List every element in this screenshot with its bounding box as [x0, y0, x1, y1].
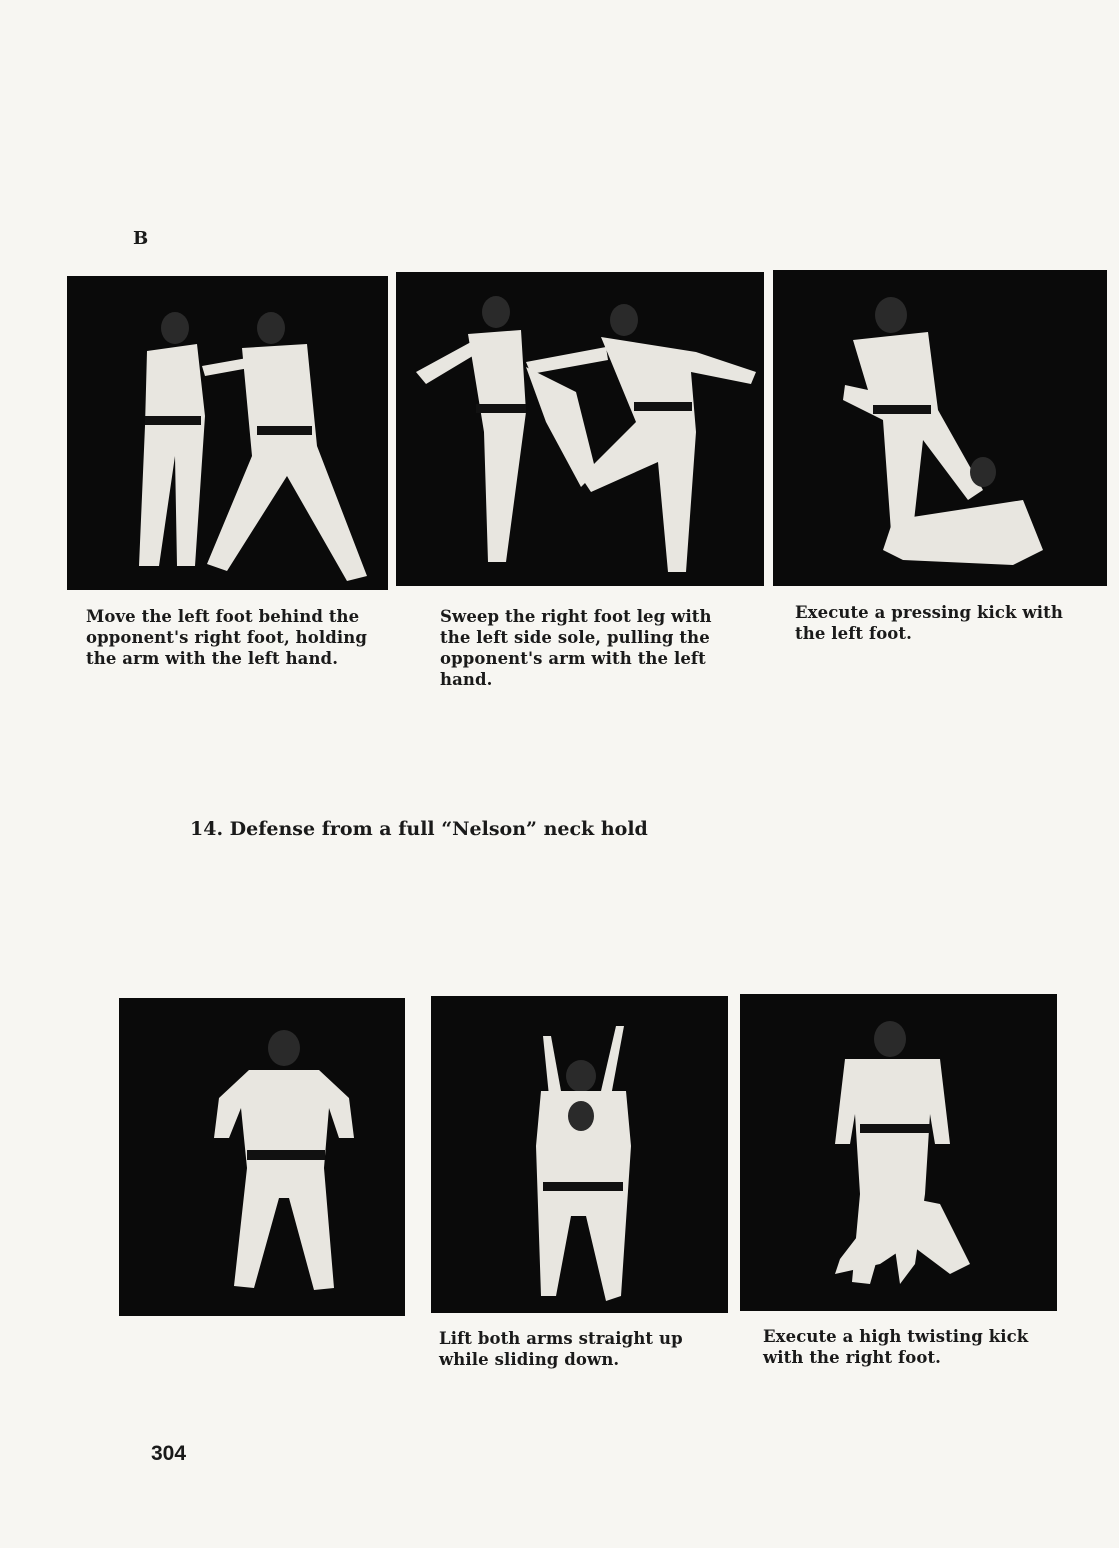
photo-4-nelson-hold — [119, 998, 405, 1316]
caption-move-left-foot: Move the left foot behind the opponent's right foot, holding the arm with the left hand. — [86, 607, 367, 668]
caption-lift-both-arms: Lift both arms straight up while sliding down. — [439, 1329, 683, 1369]
page-number: 304 — [151, 1442, 187, 1465]
caption-high-twisting-kick: Execute a high twisting kick with the right foot. — [763, 1327, 1029, 1367]
photo-2-sweep — [396, 272, 764, 586]
section-heading: 14. Defense from a full “Nelson” neck hold — [190, 818, 648, 840]
photo-5-lift-arms — [431, 996, 728, 1313]
photo-6-twisting-kick — [740, 994, 1057, 1311]
section-label: B — [133, 228, 149, 249]
photo-1-foot-behind — [67, 276, 388, 590]
photo-3-pressing-kick — [773, 270, 1107, 586]
caption-pressing-kick: Execute a pressing kick with the left foot. — [795, 603, 1063, 643]
caption-sweep-right-foot: Sweep the right foot leg with the left side sole, pulling the opponent's arm with the left hand. — [440, 607, 712, 689]
